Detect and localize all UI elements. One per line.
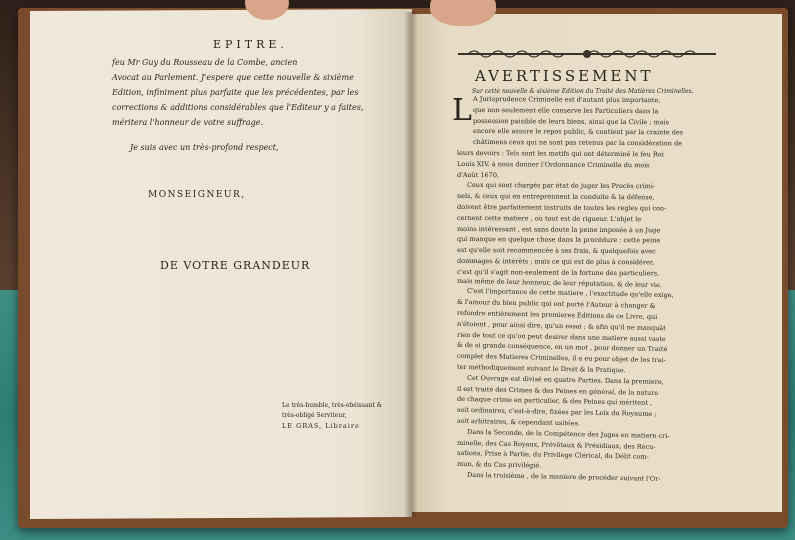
body-text-line: leurs devoirs : Tels sont les motifs qui ont déterminé le feu Roi <box>456 148 664 159</box>
body-text-line: Dans la troisième , de la maniere de procéder suivant l'Or- <box>466 470 661 483</box>
body-text-line: Ceux qui sont chargés par état de juger les Procès crimi- <box>466 181 656 191</box>
dedication-line: corrections & additions considérables que l'Editeur y a faites, <box>112 103 364 112</box>
dedication-line: Edition, infiniment plus parfaite que les précédentes, par les <box>112 88 359 97</box>
body-text-line: mun, & du Cas privilégié. <box>456 460 542 470</box>
signature-name: LE GRAS, Libraire <box>282 422 360 430</box>
avertissement-heading: AVERTISSEMENT <box>475 67 654 85</box>
body-text-line: dommages & intérêts ; mais ce qui est de plus à considérer, <box>456 256 655 267</box>
body-text-line: doivent être parfaitement instruits de toutes les regles qui con- <box>456 202 667 213</box>
body-text-line: Dans la Seconde, de la Compétence des Juges en matiere cri- <box>466 427 670 440</box>
body-text-line: cernent cette matiere , où tout est de rigueur. L'objet le <box>456 213 642 224</box>
body-text-line: que non-seulement elle conserve les Particuliers dans la <box>472 105 659 116</box>
signature-line: très-obligé Serviteur, <box>282 412 347 419</box>
book-gutter <box>404 12 418 517</box>
body-text-line: de chaque crime en particulier, & des Peines qui méritent , <box>456 395 653 408</box>
epitre-heading: EPITRE. <box>213 38 288 51</box>
body-text-line: minelle, des Cas Royaux, Prévôtaux & Présidiaux, des Récu- <box>456 438 656 451</box>
body-text-line: refondre entièrement les premieres Editions de ce Livre, qui <box>456 308 658 322</box>
closing-line: DE VOTRE GRANDEUR <box>160 259 311 272</box>
dedication-line: Avocat au Parlement. J'espere que cette nouvelle & sixième <box>112 73 354 82</box>
body-text-line: qui manque en quelque chose dans la procédure : cette peine <box>456 235 661 245</box>
dedication-line: Je suis avec un très-profond respect, <box>130 143 279 152</box>
ornament-band <box>458 48 716 60</box>
body-text-line: il est traité des Crimes & des Peines en général, de la nature <box>456 384 659 397</box>
body-text-line: & de si grande conséquence, en un mot , pour donner un Traité <box>456 341 668 354</box>
body-text-line: nels, & ceux qui en entreprennent la conduite & la défense, <box>456 192 655 202</box>
body-text-line: complet des Matieres Criminelles, il a eu pour objet de les trai- <box>456 352 666 365</box>
body-text-line: soit arbitraires, & cependant usitées. <box>456 416 581 428</box>
body-text-line: A Jurisprudence Criminelle est d'autant plus importante, <box>472 94 661 105</box>
body-text-line: C'est l'importance de cette matiere , l'exactitude qu'elle exige, <box>466 287 674 300</box>
body-text-line: rien de tout ce qu'on peut desirer dans une matiere aussi vaste <box>456 330 666 343</box>
signature-line: Le très-humble, très-obéissant & <box>282 402 383 409</box>
dedication-line: feu Mr Guy du Rousseau de la Combe, ancien <box>112 58 298 67</box>
dedication-line: méritera l'honneur de votre suffrage. <box>112 118 264 127</box>
salutation: MONSEIGNEUR, <box>148 190 246 200</box>
body-text-line: possession paisible de leurs biens, ainsi que la Civile ; mais <box>472 116 670 126</box>
drop-cap: L <box>452 93 472 128</box>
body-text-line: Cet Ouvrage est divisé en quatre Parties. Dans la premiere, <box>466 373 664 386</box>
body-text-line: ter méthodiquement suivant le Droit & la Pratique. <box>456 362 626 375</box>
body-text-line: châtimens ceux qui ne sont pas retenus par la considération de <box>472 138 682 148</box>
body-text-line: sations, Prise à Partie, du Privilege Clérical, du Délit com- <box>456 449 649 462</box>
body-text-line: encore elle assure le repos public, & contient par la crainte des <box>472 127 684 137</box>
body-text-line: & l'amour du bien public qui ont porté l'Auteur à changer & <box>456 298 656 311</box>
body-text-line: moins intéressant , est sans doute la peine imposée à un Juge <box>456 224 661 234</box>
body-text-line: est qu'elle soit recommencée à ses frais, & quelquefois avec <box>456 246 656 256</box>
body-text-line: mais même de leur honneur, de leur réputation, & de leur vie. <box>456 276 663 289</box>
body-text-line: soit ordinaires, c'est-à-dire, fixées par les Loix du Royaume ; <box>456 406 657 419</box>
body-text-line: Louis XIV. à nous donner l'Ordonnance Criminelle du mois <box>456 159 650 170</box>
body-text-line: c'est qu'il s'agit non-seulement de la fortune des particuliers, <box>456 267 660 278</box>
avertissement-subtitle: Sur cette nouvelle & sixième Edition du Traité des Matières Criminelles. <box>472 88 694 95</box>
body-text-line: n'étoient , pour ainsi dire, qu'un essai ; & afin qu'il ne manquât <box>456 319 666 333</box>
body-text-line: d'Août 1670. <box>456 170 500 179</box>
